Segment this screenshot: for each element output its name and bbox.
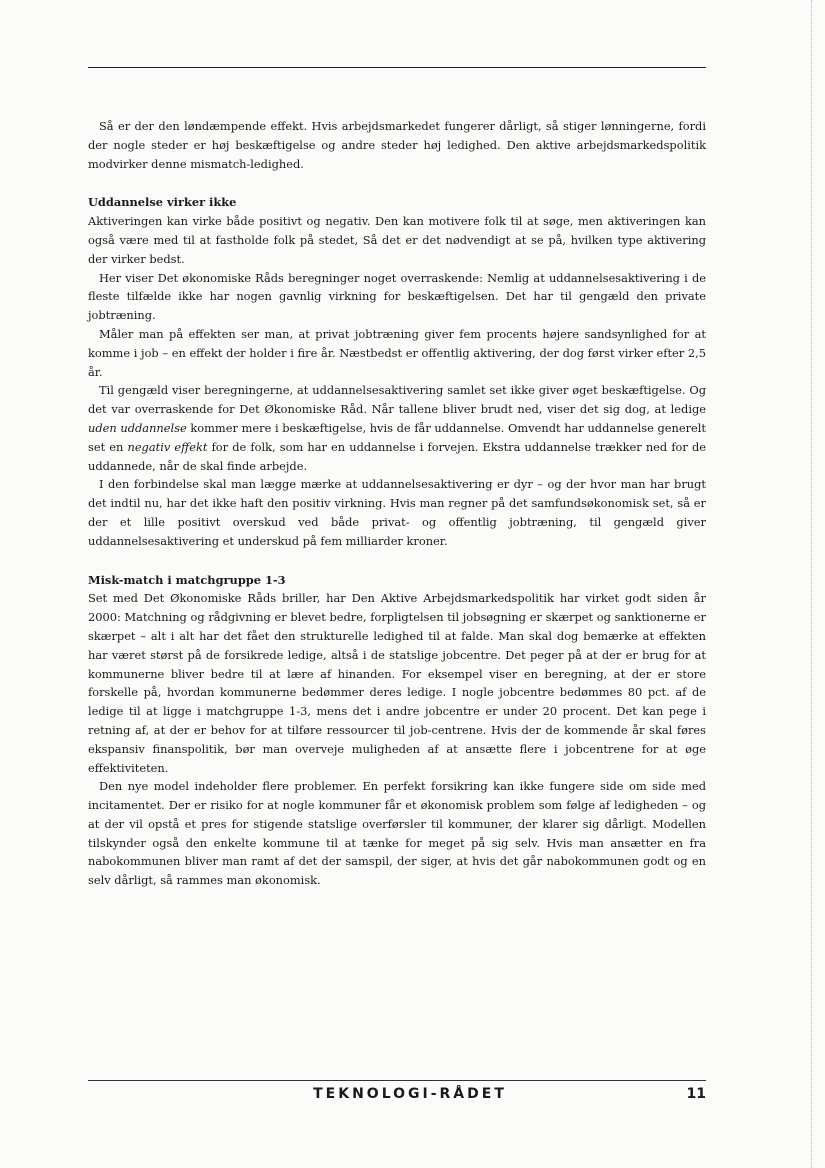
footer-rule [88, 1080, 706, 1081]
section-heading: Uddannelse virker ikke [88, 195, 237, 210]
paragraph: I den forbindelse skal man lægge mærke at uddannelsesaktivering er dyr – og der hvor man har brugt det indtil nu, har det ikke haft den positiv virkning. Hvis man regner på det samfundsøkonomisk set, så er der et lille positivt overskud ved både privat- og offentlig jobtræning, til gengæld giver uddannelsesaktivering et underskud på fem milliarder kroner. [88, 477, 706, 548]
paragraph-text: for de folk, som har en uddannelse i forvejen. Ekstra uddannelse trækker ned for de uddannede, når de skal finde arbejde. [88, 439, 706, 473]
emphasis-text: uden uddannelse [88, 420, 187, 435]
header-rule [88, 67, 706, 68]
paragraph: Så er der den løndæmpende effekt. Hvis arbejdsmarkedet fungerer dårligt, så stiger lønningerne, fordi der nogle steder er høj beskæftigelse og andre steder høj ledighed. Den aktive arbejdsmarkedspolitik modvirker denne mismatch-ledighed. [88, 119, 706, 171]
paragraph: Aktiveringen kan virke både positivt og negativ. Den kan motivere folk til at søge, men aktiveringen kan også være med til at fastholde folk på stedet, Så det er det nødvendigt at se på, hvilken type aktivering der virker bedst. [88, 214, 706, 266]
paragraph-text: kommer mere i beskæftigelse, hvis de får uddannelse. Omvendt har uddannelse generelt set en [88, 420, 706, 454]
page-number: 11 [686, 1086, 706, 1102]
page-edge-line [811, 0, 812, 1168]
paragraph: Den nye model indeholder flere problemer. En perfekt forsikring kan ikke fungere side om side med incitamentet. Der er risiko for at nogle kommuner får et økonomisk problem som følge af ledigheden – og at der vil opstå et pres for stigende statslige overførsler til kommuner, der klarer sig dårligt. Modellen tilskynder også den enkelte kommune til at tænke for meget på sig selv. Hvis man ansætter en fra nabokommunen bliver man ramt af det der samspil, der siger, at hvis det går nabokommunen godt og en selv dårligt, så rammes man økonomisk. [88, 779, 706, 888]
section-heading: Misk-match i matchgruppe 1-3 [88, 572, 286, 587]
paragraph: Måler man på effekten ser man, at privat jobtræning giver fem procents højere sandsynlighed for at komme i job – en effekt der holder i fire år. Næstbedst er offentlig aktivering, der dog først virker efter 2,5 år. [88, 326, 706, 379]
article-body [88, 117, 706, 890]
paragraph: Her viser Det økonomiske Råds beregninger noget overraskende: Nemlig at uddannelsesaktivering i de fleste tilfælde ikke har nogen gavnlig virkning for beskæftigelsen. Det har til gengæld den private jobtræning. [88, 270, 706, 323]
emphasis-text: negativ effekt [127, 439, 208, 454]
paragraph [88, 381, 706, 475]
publisher-logo: TEKNOLOGI-RÅDET [313, 1086, 507, 1102]
paragraph-text: Til gengæld viser beregningerne, at uddannelsesaktivering samlet set ikke giver øget beskæftigelse. Og det var overraskende for Det Økonomiske Råd. Når tallene bliver brudt ned, viser det sig dog, at ledige [88, 383, 706, 417]
paragraph: Set med Det Økonomiske Råds briller, har Den Aktive Arbejdsmarkedspolitik har virket godt siden år 2000: Matchning og rådgivning er blevet bedre, forpligtelsen til jobsøgning er skærpet og sanktionerne er skærpet – alt i alt har det fået den strukturelle ledighed til at falde. Man skal dog bemærke at effekten har været størst på de forsikrede ledige, altså i de statslige jobcentre. Det peger på at der er brug for at kommunerne bliver bedre til at lære af hinanden. For eksempel viser en beregning, at der er store forskelle på, hvordan kommunerne bedømmer deres ledige. I nogle jobcentre bedømmes 80 pct. af de ledige til at ligge i matchgruppe 1-3, mens det i andre jobcentre er under 20 procent. Det kan pege i retning af, at der er behov for at tilføre ressourcer til job-centrene. Hvis der de kommende år skal føres ekspansiv finanspolitik, bør man overveje muligheden af at ansætte flere i jobcentrene for at øge effektiviteten. [88, 591, 706, 775]
